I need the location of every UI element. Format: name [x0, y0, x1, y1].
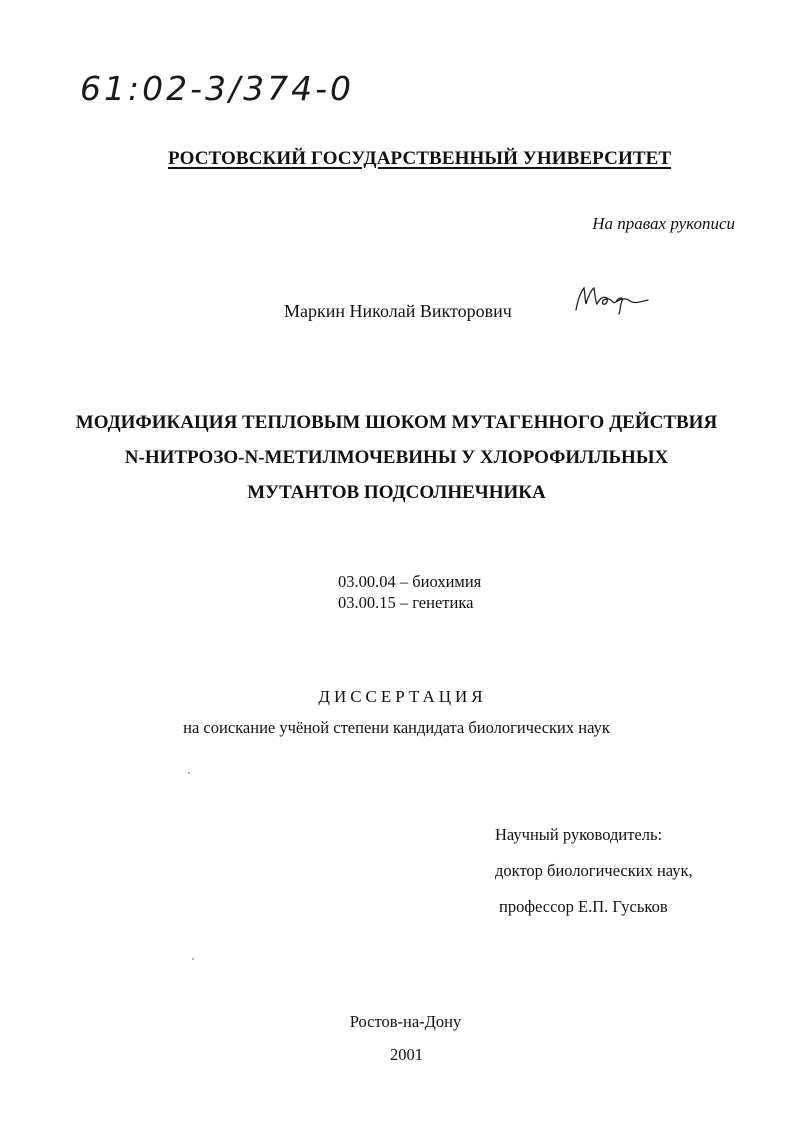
specialty-item: 03.00.15 – генетика [338, 593, 474, 612]
specialty-item: 03.00.04 – биохимия [338, 572, 482, 591]
catalog-number [78, 66, 398, 110]
supervisor-name: профессор Е.П. Гуськов [499, 897, 668, 916]
university-name: РОСТОВСКИЙ ГОСУДАРСТВЕННЫЙ УНИВЕРСИТЕТ [168, 148, 672, 169]
scan-speck [192, 958, 194, 960]
scan-speck [188, 772, 190, 774]
supervisor-label: Научный руководитель: [495, 825, 663, 844]
title-line: N-НИТРОЗО-N-МЕТИЛМОЧЕВИНЫ У ХЛОРОФИЛЛЬНЫХ [124, 447, 669, 468]
catalog-number-text: 61:02-3/374-0 [80, 69, 355, 108]
dissertation-title [60, 405, 733, 510]
author-name: Маркин Николай Викторович [284, 301, 512, 321]
document-type: ДИССЕРТАЦИЯ [318, 687, 487, 706]
supervisor-degree: доктор биологических наук, [495, 861, 693, 880]
supervisor-block [495, 817, 693, 925]
year: 2001 [390, 1045, 423, 1064]
manuscript-note: На правах рукописи [592, 214, 735, 233]
degree-line: на соискание учёной степени кандидата биологических наук [183, 718, 610, 737]
specialty-codes [338, 571, 481, 613]
city: Ростов-на-Дону [349, 1012, 462, 1031]
title-line: МОДИФИКАЦИЯ ТЕПЛОВЫМ ШОКОМ МУТАГЕННОГО ДЕЙСТВИЯ [75, 412, 718, 433]
title-line: МУТАНТОВ ПОДСОЛНЕЧНИКА [247, 482, 546, 503]
author-signature [570, 280, 660, 326]
